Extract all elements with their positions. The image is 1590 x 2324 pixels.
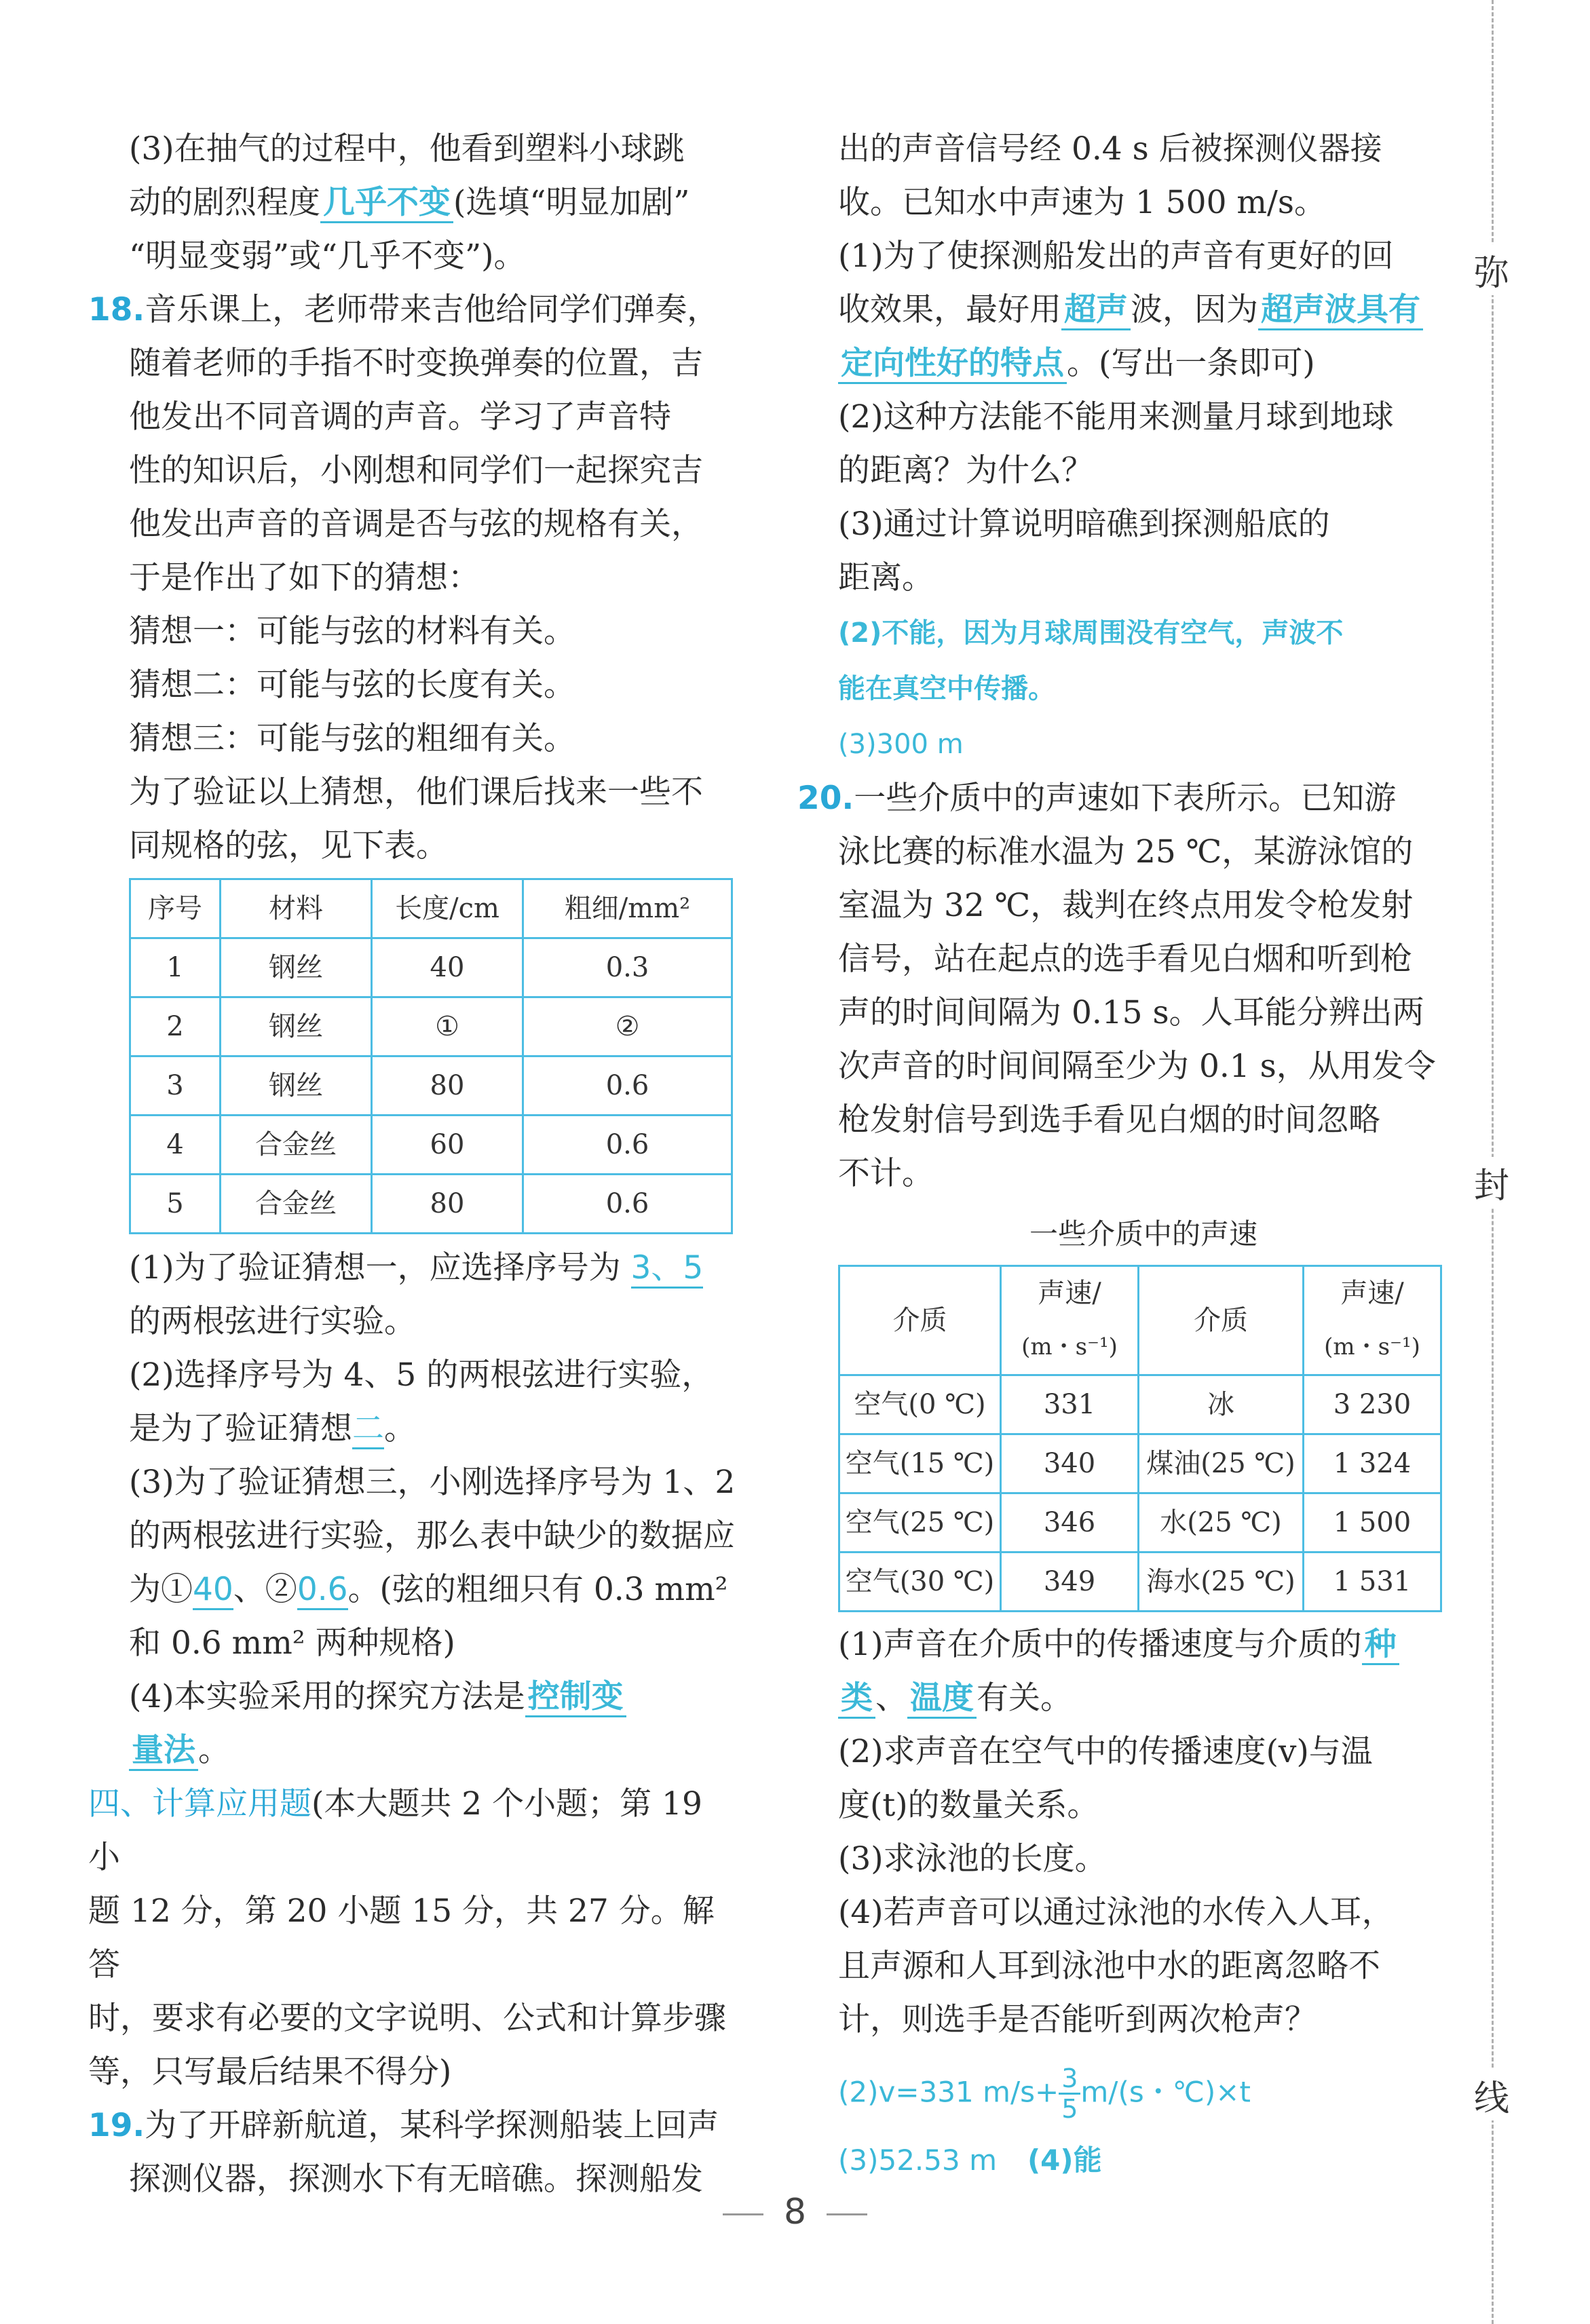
table-cell: 钢丝	[221, 1056, 372, 1116]
table-header: 序号	[130, 879, 221, 938]
text-line: 。	[198, 1732, 230, 1769]
text-line: 不计。	[838, 1155, 934, 1192]
table-cell: 40	[372, 938, 523, 997]
table-cell: 1 531	[1304, 1552, 1441, 1612]
guess-1: 猜想一：可能与弦的材料有关。	[129, 613, 575, 650]
table-cell: 331	[1001, 1375, 1139, 1434]
text-line: 探测仪器，探测水下有无暗礁。探测船发	[129, 2160, 703, 2198]
text-line: 收效果，最好用	[838, 291, 1061, 328]
fraction	[1059, 2064, 1080, 2123]
text-line: 为了开辟新航道，某科学探测船装上回声	[145, 2107, 719, 2144]
table-cell: 合金丝	[221, 1175, 372, 1234]
table-cell: 349	[1001, 1552, 1139, 1612]
text-line: 。(弦的粗细只有 0.3 mm²	[347, 1571, 728, 1608]
table-cell: 0.6	[523, 1175, 732, 1234]
text-line: 是为了验证猜想	[129, 1410, 352, 1447]
q17-3	[129, 122, 740, 283]
page-number-dash	[827, 2213, 867, 2215]
table-header: 粗细/mm²	[523, 879, 732, 938]
table-header: 声速/	[1001, 1266, 1139, 1321]
table-row	[130, 1056, 732, 1116]
text-line: 有关。	[977, 1679, 1072, 1717]
answer-text: m/(s・℃)×t	[1080, 2075, 1251, 2109]
seal-char-xian: 线	[1466, 2070, 1517, 2120]
answer-text: (3)300 m	[838, 729, 964, 760]
text-line: (4)若声音可以通过泳池的水传入人耳，	[838, 1894, 1394, 1931]
table-row	[839, 1493, 1441, 1552]
text-line: (3)求泳池的长度。	[838, 1840, 1107, 1878]
table-cell: 1	[130, 938, 221, 997]
text-line: (选填“明显加剧”	[453, 184, 690, 221]
table-row	[839, 1434, 1441, 1493]
table-cell: 海水(25 ℃)	[1139, 1552, 1304, 1612]
text-line: 计，则选手是否能听到两次枪声？	[838, 2001, 1317, 2038]
fraction-denominator: 5	[1061, 2094, 1078, 2124]
question-number: 20.	[797, 780, 854, 817]
table-header-row	[130, 879, 732, 938]
string-spec-table	[129, 878, 733, 1234]
text-line: 收。已知水中声速为 1 500 m/s。	[838, 184, 1326, 221]
text-line: (3)通过计算说明暗礁到探测船底的	[838, 506, 1330, 543]
text-line: 且声源和人耳到泳池中水的距离忽略不	[838, 1947, 1380, 1985]
text-line: 距离。	[838, 559, 934, 596]
table-cell: 5	[130, 1175, 221, 1234]
table-header-unit: (m・s⁻¹)	[1304, 1320, 1441, 1375]
text-line: (2)这种方法能不能用来测量月球到地球	[838, 398, 1394, 436]
table-cell: 空气(25 ℃)	[839, 1493, 1001, 1552]
q19-body-right	[838, 122, 1449, 772]
text-line: 次声音的时间间隔至少为 0.1 s，从用发令	[838, 1048, 1436, 1085]
text-line: 题 12 分，第 20 小题 15 分，共 27 分。解答	[88, 1892, 715, 1983]
guess-2: 猜想二：可能与弦的长度有关。	[129, 666, 575, 704]
answer-text: (3)52.53 m	[838, 2144, 997, 2177]
answer-text: (2)v=331 m/s+	[838, 2075, 1059, 2109]
text-line: 等，只写最后结果不得分)	[88, 2053, 452, 2091]
answer-fill: 定向性好的特点	[838, 345, 1067, 384]
text-line: (3)为了验证猜想三，小刚选择序号为 1、2	[129, 1464, 736, 1501]
text-line: (1)为了使探测船发出的声音有更好的回	[838, 237, 1394, 275]
answer-text: (2)不能，因为月球周围没有空气，声波不	[838, 617, 1344, 649]
text-line: 时，要求有必要的文字说明、公式和计算步骤	[88, 2000, 726, 2037]
text-line: (4)本实验采用的探究方法是	[129, 1678, 525, 1715]
text-line: 他发出不同音调的声音。学习了声音特	[129, 398, 671, 436]
table-row	[130, 938, 732, 997]
table-cell: 钢丝	[221, 997, 372, 1056]
text-line: (3)在抽气的过程中，他看到塑料小球跳	[129, 130, 685, 168]
text-line: (2)选择序号为 4、5 的两根弦进行实验，	[129, 1356, 714, 1394]
text-line: 为①	[129, 1571, 193, 1608]
table-cell: 水(25 ℃)	[1139, 1493, 1304, 1552]
text-line: 一些介质中的声速如下表所示。已知游	[854, 780, 1397, 817]
answer-fill: 温度	[907, 1679, 977, 1719]
table-header: 材料	[221, 879, 372, 938]
text-line: 、	[875, 1679, 907, 1717]
table-cell: 4	[130, 1116, 221, 1175]
text-line: “明显变弱”或“几乎不变”)。	[129, 237, 526, 275]
answer-fill: 量法	[129, 1732, 198, 1771]
text-line: 音乐课上，老师带来吉他给同学们弹奏，	[145, 291, 719, 328]
q20-answer-3-4	[838, 2133, 1449, 2187]
fraction-numerator: 3	[1059, 2064, 1080, 2095]
seal-char-mi: 弥	[1466, 244, 1517, 295]
page-number-dash	[723, 2213, 763, 2215]
text-line: 、②	[233, 1571, 297, 1608]
table-header: 声速/	[1304, 1266, 1441, 1321]
table-cell: 340	[1001, 1434, 1139, 1493]
table-header: 长度/cm	[372, 879, 523, 938]
guess-3: 猜想三：可能与弦的粗细有关。	[129, 720, 575, 757]
text-line: 动的剧烈程度	[129, 184, 320, 221]
table-cell: 空气(0 ℃)	[839, 1375, 1001, 1434]
page-number	[0, 2192, 1590, 2232]
text-line: 声的时间间隔为 0.15 s。人耳能分辨出两	[838, 994, 1424, 1031]
answer-fill: 类	[838, 1679, 875, 1719]
answer-fill: 种	[1362, 1626, 1399, 1665]
table-row	[839, 1552, 1441, 1612]
text-line: (1)为了验证猜想一，应选择序号为	[129, 1249, 621, 1287]
text-line: 室温为 32 ℃，裁判在终点用发令枪发射	[838, 887, 1414, 924]
table-cell: 3 230	[1304, 1375, 1441, 1434]
text-line: 出的声音信号经 0.4 s 后被探测仪器接	[838, 130, 1382, 168]
table-header-unit: (m・s⁻¹)	[1001, 1320, 1139, 1375]
answer-fill: 3、5	[631, 1249, 704, 1289]
text-line: 波，因为	[1131, 291, 1258, 328]
text-line: 泳比赛的标准水温为 25 ℃，某游泳馆的	[838, 833, 1414, 871]
question-20	[797, 772, 1449, 825]
text-line: 性的知识后，小刚想和同学们一起探究吉	[129, 452, 703, 489]
answer-fill: 40	[193, 1571, 233, 1610]
q20-answer-2	[838, 2064, 1449, 2123]
text-line: 。	[384, 1410, 416, 1447]
text-line: 度(t)的数量关系。	[838, 1787, 1099, 1824]
text-line: 的两根弦进行实验。	[129, 1303, 416, 1340]
left-column	[88, 122, 740, 2206]
question-18	[88, 283, 740, 337]
answer-text: 能在真空中传播。	[838, 673, 1055, 704]
table-cell: 0.3	[523, 938, 732, 997]
text-line: 他发出声音的音调是否与弦的规格有关，	[129, 506, 703, 543]
text-line: 枪发射信号到选手看见白烟的时间忽略	[838, 1101, 1380, 1139]
table-cell: 3	[130, 1056, 221, 1116]
right-column	[797, 122, 1449, 2187]
table-cell: 冰	[1139, 1375, 1304, 1434]
answer-text: (4)能	[1027, 2144, 1102, 2177]
table-header: 介质	[1139, 1266, 1304, 1375]
text-line: 。(写出一条即可)	[1067, 345, 1315, 382]
table-cell: 2	[130, 997, 221, 1056]
page-number-value: 8	[783, 2192, 807, 2232]
answer-fill: 0.6	[297, 1571, 348, 1610]
section-four	[88, 1777, 740, 2152]
table-cell: ①	[372, 997, 523, 1056]
table-cell: ②	[523, 997, 732, 1056]
text-line: 为了验证以上猜想，他们课后找来一些不	[129, 774, 703, 811]
table-cell: 0.6	[523, 1116, 732, 1175]
table-cell: 合金丝	[221, 1116, 372, 1175]
answer-fill: 超声波具有	[1258, 291, 1423, 330]
section-title: 四、计算应用题	[88, 1785, 311, 1823]
table-cell: 钢丝	[221, 938, 372, 997]
text-line: 随着老师的手指不时变换弹奏的位置，吉	[129, 345, 703, 382]
table-cell: 80	[372, 1056, 523, 1116]
q20-body	[838, 825, 1449, 1200]
q18-body	[129, 337, 740, 873]
text-line: 信号，站在起点的选手看见白烟和听到枪	[838, 940, 1412, 978]
table-cell: 1 500	[1304, 1493, 1441, 1552]
text-line: (2)求声音在空气中的传播速度(v)与温	[838, 1733, 1373, 1770]
text-line: 的两根弦进行实验，那么表中缺少的数据应	[129, 1517, 735, 1555]
table-cell: 80	[372, 1175, 523, 1234]
text-line: 的距离？为什么？	[838, 452, 1093, 489]
table-row	[130, 1175, 732, 1234]
table-cell: 1 324	[1304, 1434, 1441, 1493]
sound-speed-table	[838, 1265, 1442, 1612]
text-line: 于是作出了如下的猜想：	[129, 559, 480, 596]
table-row	[130, 997, 732, 1056]
table-cell: 346	[1001, 1493, 1139, 1552]
table-cell: 0.6	[523, 1056, 732, 1116]
table-cell: 空气(15 ℃)	[839, 1434, 1001, 1493]
table-header-row	[839, 1266, 1441, 1321]
answer-fill: 超声	[1061, 291, 1131, 330]
text-line: 和 0.6 mm² 两种规格)	[129, 1624, 455, 1662]
question-number: 19.	[88, 2107, 145, 2144]
seal-char-feng: 封	[1466, 1157, 1517, 1208]
answer-fill: 几乎不变	[320, 184, 453, 223]
text-line: (本大题共 2 个小题；第 19 小	[88, 1785, 702, 1876]
table-row	[839, 1375, 1441, 1434]
table-caption: 一些介质中的声速	[1029, 1217, 1257, 1251]
answer-fill: 控制变	[525, 1678, 626, 1717]
table-row	[130, 1116, 732, 1175]
table-cell: 煤油(25 ℃)	[1139, 1434, 1304, 1493]
q20-subquestions	[838, 1618, 1449, 2046]
text-line: (1)声音在介质中的传播速度与介质的	[838, 1626, 1362, 1663]
table-header: 介质	[839, 1266, 1001, 1375]
text-line: 同规格的弦，见下表。	[129, 827, 448, 864]
table-cell: 空气(30 ℃)	[839, 1552, 1001, 1612]
q18-subquestions	[129, 1241, 740, 1777]
answer-fill: 二	[352, 1410, 384, 1449]
table-cell: 60	[372, 1116, 523, 1175]
question-number: 18.	[88, 291, 145, 328]
